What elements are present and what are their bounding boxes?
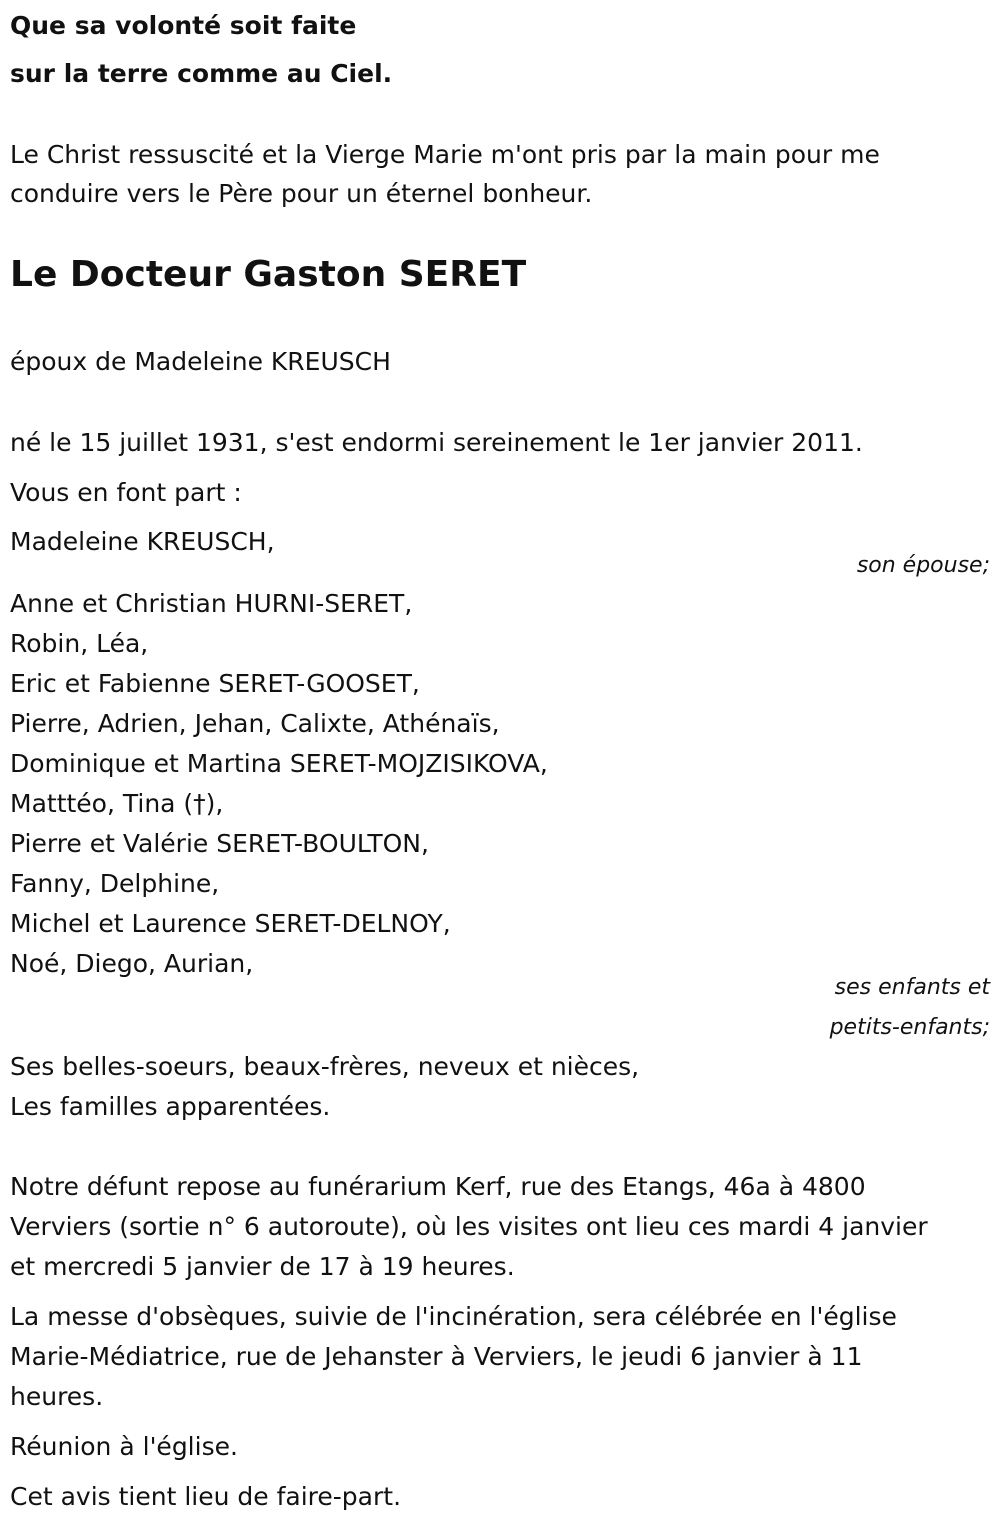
list-item: Michel et Laurence SERET-DELNOY, [10, 909, 451, 938]
children-relation-line-2: petits-enfants; [829, 1015, 990, 1040]
children-list [10, 584, 548, 984]
wife-name: Madeleine KREUSCH, [10, 527, 275, 556]
list-item: Robin, Léa, [10, 629, 149, 658]
funeral-line-2: Marie-Médiatrice, rue de Jehanster à Verviers, le jeudi 6 janvier à 11 [10, 1342, 863, 1371]
family-line-1: Ses belles-soeurs, beaux-frères, neveux et nièces, [10, 1052, 640, 1081]
epigraph-line-1: Que sa volonté soit faite [10, 11, 357, 40]
spouse-line: époux de Madeleine KREUSCH [10, 347, 391, 376]
funeral-line-1: La messe d'obsèques, suivie de l'incinération, sera célébrée en l'église [10, 1302, 897, 1331]
list-item: Noé, Diego, Aurian, [10, 949, 254, 978]
visitation-line-1: Notre défunt repose au funérarium Kerf, rue des Etangs, 46a à 4800 [10, 1172, 866, 1201]
deceased-name: Le Docteur Gaston SERET [10, 254, 527, 295]
meeting-line: Réunion à l'église. [10, 1432, 238, 1461]
intro-line-1: Le Christ ressuscité et la Vierge Marie m'ont pris par la main pour me [10, 140, 880, 169]
children-relation-line-1: ses enfants et [834, 975, 990, 1000]
list-item: Eric et Fabienne SERET-GOOSET, [10, 669, 420, 698]
announce-line: Vous en font part : [10, 478, 242, 507]
list-item: Fanny, Delphine, [10, 869, 220, 898]
list-item: Pierre et Valérie SERET-BOULTON, [10, 829, 429, 858]
visitation-line-3: et mercredi 5 janvier de 17 à 19 heures. [10, 1252, 515, 1281]
family-line-2: Les familles apparentées. [10, 1092, 331, 1121]
birth-death-line: né le 15 juillet 1931, s'est endormi sereinement le 1er janvier 2011. [10, 428, 863, 457]
funeral-line-3: heures. [10, 1382, 104, 1411]
closing-line: Cet avis tient lieu de faire-part. [10, 1482, 402, 1511]
epigraph-line-2: sur la terre comme au Ciel. [10, 59, 393, 88]
list-item: Dominique et Martina SERET-MOJZISIKOVA, [10, 749, 548, 778]
list-item: Matttéo, Tina (†), [10, 789, 224, 818]
list-item: Pierre, Adrien, Jehan, Calixte, Athénaïs, [10, 709, 500, 738]
wife-relation: son épouse; [856, 553, 990, 578]
visitation-line-2: Verviers (sortie n° 6 autoroute), où les visites ont lieu ces mardi 4 janvier [10, 1212, 928, 1241]
list-item: Anne et Christian HURNI-SERET, [10, 589, 413, 618]
intro-line-2: conduire vers le Père pour un éternel bonheur. [10, 179, 593, 208]
